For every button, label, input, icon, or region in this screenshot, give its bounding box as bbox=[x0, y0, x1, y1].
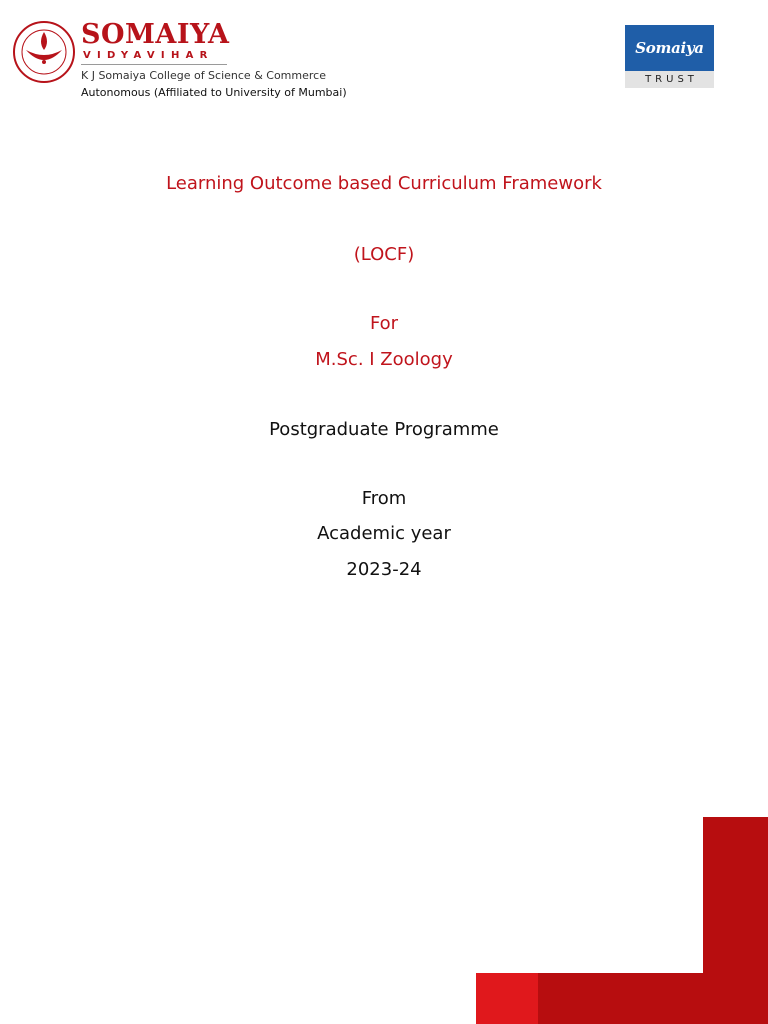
academic-year-label: Academic year bbox=[317, 523, 451, 544]
college-affiliation: Autonomous (Affiliated to University of Mumbai) bbox=[81, 86, 347, 99]
college-name: K J Somaiya College of Science & Commerce bbox=[81, 69, 326, 82]
trust-logo-wordmark: Somaiya bbox=[625, 25, 714, 71]
brand-name: SOMAIYA bbox=[81, 19, 230, 50]
programme-type: Postgraduate Programme bbox=[269, 419, 499, 440]
trust-logo-label: TRUST bbox=[625, 71, 714, 88]
brand-divider bbox=[81, 64, 227, 65]
brand-subtitle: VIDYAVIHAR bbox=[83, 50, 214, 61]
title-for: For bbox=[369, 313, 399, 334]
somaiya-seal-icon bbox=[12, 20, 76, 84]
decorative-block-main bbox=[538, 973, 768, 1024]
programme-from: From bbox=[361, 488, 407, 509]
title-course: M.Sc. I Zoology bbox=[315, 349, 453, 370]
somaiya-trust-logo bbox=[625, 25, 714, 88]
decorative-block-tall bbox=[703, 817, 768, 973]
title-abbreviation: (LOCF) bbox=[353, 244, 415, 265]
academic-year: 2023-24 bbox=[346, 559, 422, 580]
decorative-block-light bbox=[476, 973, 538, 1024]
title-framework: Learning Outcome based Curriculum Framework bbox=[166, 173, 602, 194]
